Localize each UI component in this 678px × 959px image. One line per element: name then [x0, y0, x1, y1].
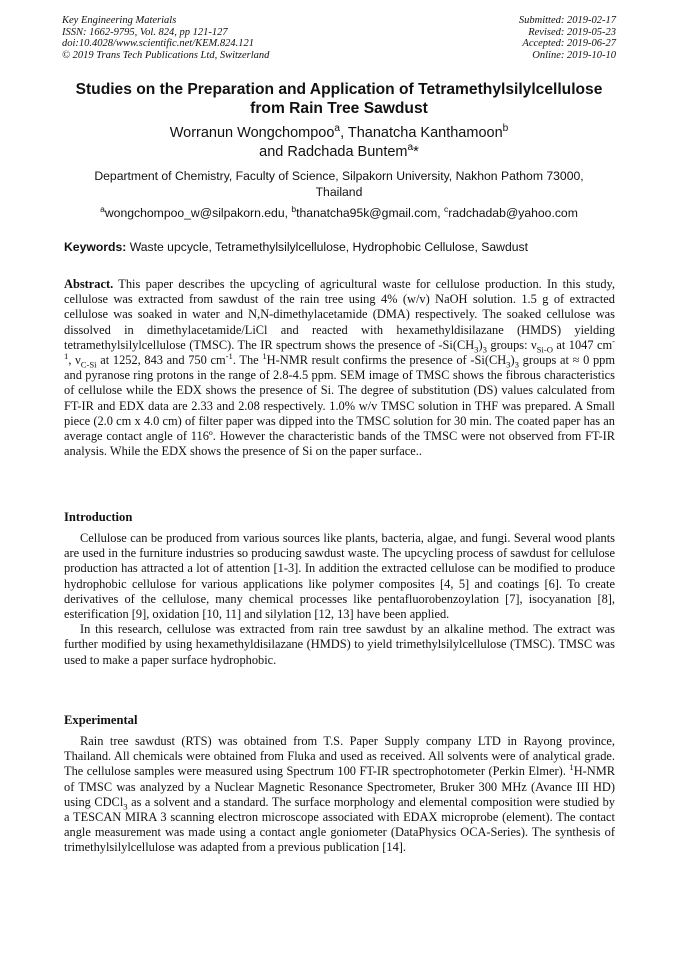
abstract-text-9: ): [510, 353, 515, 368]
email-b: thanatcha95k@gmail.com: [296, 206, 438, 220]
section-heading-introduction: Introduction: [64, 510, 133, 524]
abstract-text-4: at 1047 cm: [552, 337, 613, 352]
keywords-text: Waste upcycle, Tetramethylsilylcellulose, Hydrophobic Cellulose, Sawdust: [126, 240, 528, 254]
abstract-sup: -1: [225, 350, 233, 361]
abstract-text-5: , ν: [68, 353, 81, 368]
author-1-affil: a: [334, 123, 341, 135]
author-1: Worranun Wongchompoo: [169, 125, 335, 141]
author-3: Radchada Buntem: [287, 144, 408, 160]
journal-header: [62, 15, 269, 61]
email-b-sup: b: [291, 203, 297, 214]
email-list: $^a$wongchompoo_w@silpakorn.edu, $^b$thanatcha95k@gmail.com, $^c$radchadab@yahoo.com: [100, 203, 578, 220]
online-date: Online: 2019-10-10: [532, 49, 616, 61]
email-c-sup: c: [444, 203, 449, 214]
abstract-sup: 1: [262, 350, 267, 361]
section-heading-experimental: Experimental: [64, 713, 138, 727]
abstract-sub: 3: [482, 344, 487, 355]
doi-line: doi:10.4028/www.scientific.net/KEM.824.121: [62, 38, 254, 50]
introduction-body: [64, 531, 615, 668]
authors-line-1: [50, 124, 628, 143]
dates-header: [519, 15, 616, 61]
email-a-sup: a: [100, 203, 105, 214]
revised-date: Revised: 2019-05-23: [528, 26, 616, 38]
email-c: radchadab@yahoo.com: [448, 206, 578, 220]
abstract-sub: C-Si: [80, 359, 97, 370]
abstract-text-1: This paper describes the upcycling of agricultural waste for cellulose production. In this study, cellulose was extracted from sawdust of the rain tree using 4% (w/v) NaOH solution. 1.5 g of extracted cellulose was soaked in water and N,N-dimethylacetamide (DMA) respectively. The soaked cellulose was dissolved in dimethylacetamide/LiCl and reacted with hexamethyldisilazane (HMDS) yielding tetramethylsilylcellulose (TMSC). The IR spectrum shows the presence of -Si(CH: [64, 277, 615, 352]
abstract-sub: 3: [474, 344, 479, 355]
abstract: [64, 277, 615, 459]
experimental-body: [64, 734, 615, 856]
affiliation: Department of Chemistry, Faculty of Science, Silpakorn University, Nakhon Pathom 73000, Thailand: [94, 169, 584, 199]
author-separator: ,: [340, 125, 348, 141]
copyright-line: © 2019 Trans Tech Publications Ltd, Switzerland: [62, 49, 270, 61]
keywords: [64, 240, 619, 255]
accepted-date: Accepted: 2019-06-27: [522, 38, 616, 50]
authors-line-2: [50, 143, 628, 162]
author-2: Thanatcha Kanthamoon: [347, 125, 503, 141]
abstract-sub: Si-O: [536, 344, 553, 355]
title-line-1: Studies on the Preparation and Application of Tetramethylsilylcellulose: [75, 81, 603, 98]
email-a: wongchompoo_w@silpakorn.edu: [104, 206, 285, 220]
abstract-text-2: ): [478, 337, 483, 352]
author-2-affil: b: [502, 123, 509, 135]
corresponding-mark: *: [413, 144, 419, 160]
abstract-text-7: . The: [232, 353, 263, 368]
abstract-sub: 3: [506, 359, 511, 370]
exp-text-3: as a solvent and a standard. The surface morphology and elemental composition were studied by a TESCAN MIRA 3 scanning electron microscope associated with EDAX microprobe (element). The contact angle measurement was made using a contact angle goniometer (DataPhysics OCA-Series). The synthesis of trimethylsilylcellulose was adapted from a previous publication [14].: [64, 794, 615, 855]
abstract-text-8: H-NMR result confirms the presence of -Si(CH: [266, 353, 507, 368]
author-and: and: [259, 144, 288, 160]
abstract-sub: 3: [514, 359, 519, 370]
exp-sup: 1: [569, 762, 574, 773]
exp-text-2: H-NMR of TMSC was analyzed by a Nuclear Magnetic Resonance Spectrometer, Bruker 300 MHz (Avance III HD) using CDCl: [64, 764, 615, 809]
exp-sub: 3: [123, 801, 128, 812]
journal-name: Key Engineering Materials: [62, 15, 177, 26]
abstract-text-10: groups at ≈ 0 ppm and pyranose ring protons in the range of 2.8-4.5 ppm. SEM image of TMSC shows the fibrous characteristics of cellulose while the EDX shows the presence of Si. The degree of substitution (DS) values calculated from FT-IR and EDX data are 2.33 and 2.08 respectively. 1.0% w/v TMSC solution in THF was prepared. A Small piece (2.0 cm x 4.0 cm) of filter paper was dipped into the TMSC solution for 30 min. The coated paper has an average contact angle of 116º. However the characteristic bands of the TMSC were not observed from FT-IR analysis. While the EDX shows the presence of Si on the paper surface..: [64, 353, 615, 459]
issn-line: ISSN: 1662-9795, Vol. 824, pp 121-127: [62, 26, 228, 38]
abstract-text-6: at 1252, 843 and 750 cm: [96, 353, 226, 368]
intro-paragraph-2: In this research, cellulose was extracted from rain tree sawdust by an alkaline method. The extract was further modified by using hexamethyldisilazane (HMDS) to yield trimethylsilylcellulose (TMSC). TMSC was used to make a paper surface hydrophobic.: [64, 622, 615, 667]
paper-title: [50, 80, 628, 118]
submitted-date: Submitted: 2019-02-17: [518, 15, 616, 26]
abstract-text-3: groups: ν: [486, 337, 537, 352]
keywords-label: Keywords:: [64, 240, 127, 254]
abstract-sup: -1: [64, 335, 616, 361]
abstract-label: Abstract.: [64, 277, 114, 291]
exp-paragraph-1: [64, 734, 615, 856]
title-line-2: from Rain Tree Sawdust: [250, 100, 428, 117]
exp-text-1: Rain tree sawdust (RTS) was obtained from T.S. Paper Supply company LTD in Rayong province, Thailand. All chemicals were obtained from Fluka and used as received. All solvents were of analytical grade. The cellulose samples were measured using Spectrum 100 FT-IR spectrophotometer (Perkin Elmer).: [64, 734, 615, 779]
author-3-affil: a: [407, 142, 414, 154]
intro-paragraph-1: Cellulose can be produced from various sources like plants, bacteria, algae, and fungi. Several wood plants are used in the furniture industries so producing sawdust waste. The upcycling process of sawdust for cellulose production has attracted a lot of attention [1-3]. In addition the extracted cellulose can be modified to produce hydrophobic cellulose for various applications like polymer composites [4, 5] and coatings [6]. To create derivatives of the cellulose, many chemical processes like pentafluorobenzoylation [7], isocyanation [8], esterification [9], oxidation [10, 11] and silylation [12, 13] have been applied.: [64, 531, 615, 622]
author-list: [50, 124, 628, 162]
